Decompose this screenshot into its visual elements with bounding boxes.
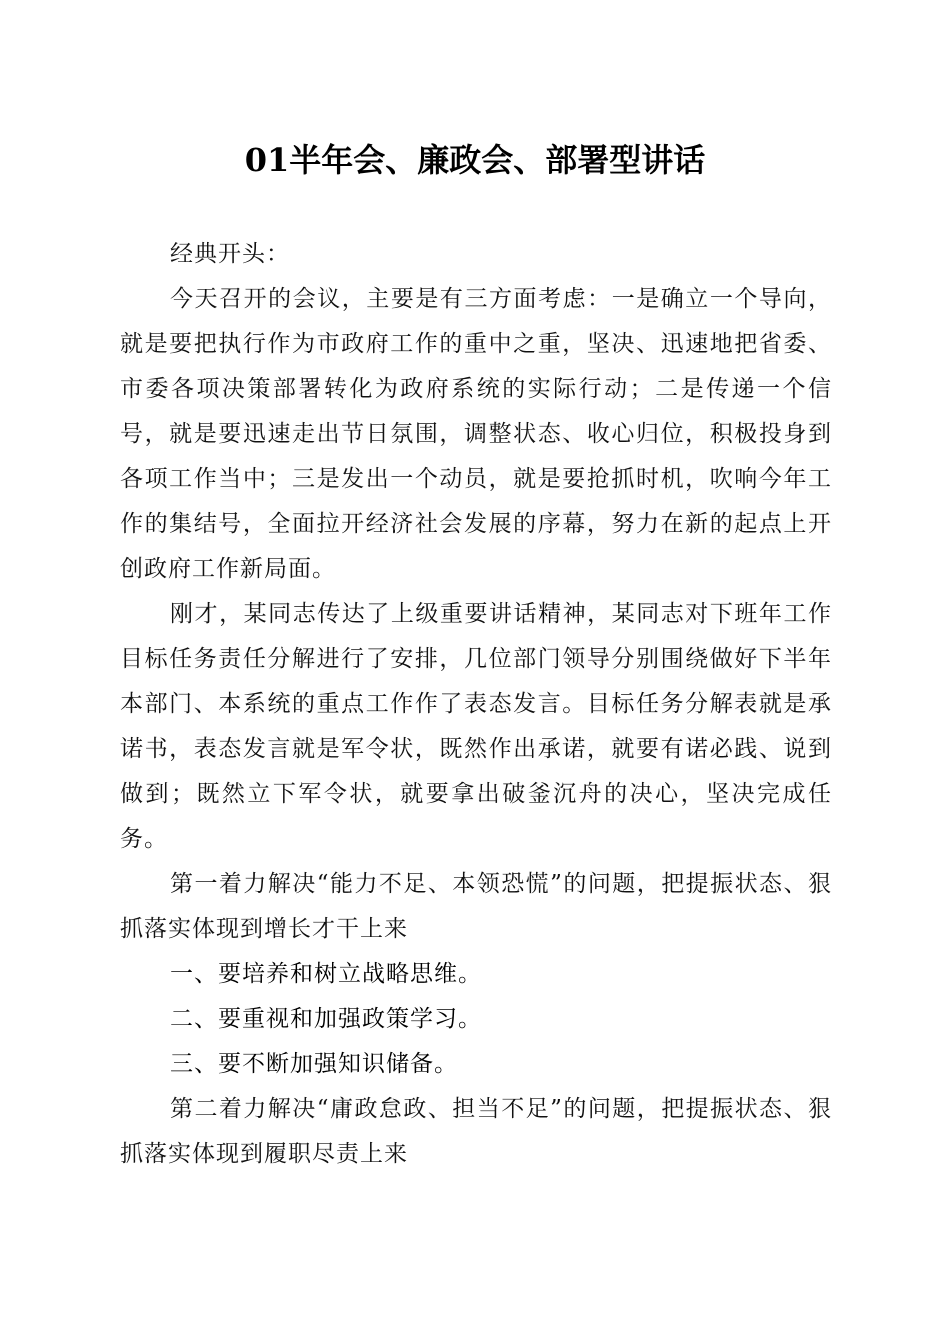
document-body — [120, 232, 832, 1177]
list-item-knowledge-reserve: 三、要不断加强知识储备。 — [170, 1051, 458, 1077]
list-item-policy-study: 二、要重视和加强政策学习。 — [170, 1006, 482, 1032]
list-item-strategic-thinking: 一、要培养和树立战略思维。 — [170, 961, 482, 987]
opening-heading: 经典开头： — [170, 241, 290, 267]
document-title: 01半年会、廉政会、部署型讲话 — [244, 141, 706, 179]
section-heading-1: 第一着力解决“能力不足、本领恐慌”的问题，把提振状态、狠抓落实体现到增长才干上来 — [120, 871, 832, 942]
paragraph-commitments: 刚才，某同志传达了上级重要讲话精神，某同志对下班年工作目标任务责任分解进行了安排，几位部门领导分别围绕做好下半年本部门、本系统的重点工作作了表态发言。目标任务分解表就是承诺书，表态发言就是军令状，既然作出承诺，就要有诺必践、说到做到；既然立下军令状，就要拿出破釜沉舟的决心，坚决完成任务。 — [120, 601, 832, 852]
paragraph-considerations: 今天召开的会议，主要是有三方面考虑：一是确立一个导向，就是要把执行作为市政府工作的重中之重，坚决、迅速地把省委、市委各项决策部署转化为政府系统的实际行动；二是传递一个信号，就是要迅速走出节日氛围，调整状态、收心归位，积极投身到各项工作当中；三是发出一个动员，就是要抢抓时机，吹响今年工作的集结号，全面拉开经济社会发展的序幕，努力在新的起点上开创政府工作新局面。 — [120, 286, 832, 582]
section-heading-2: 第二着力解决“庸政怠政、担当不足”的问题，把提振状态、狠抓落实体现到履职尽责上来 — [120, 1096, 832, 1167]
